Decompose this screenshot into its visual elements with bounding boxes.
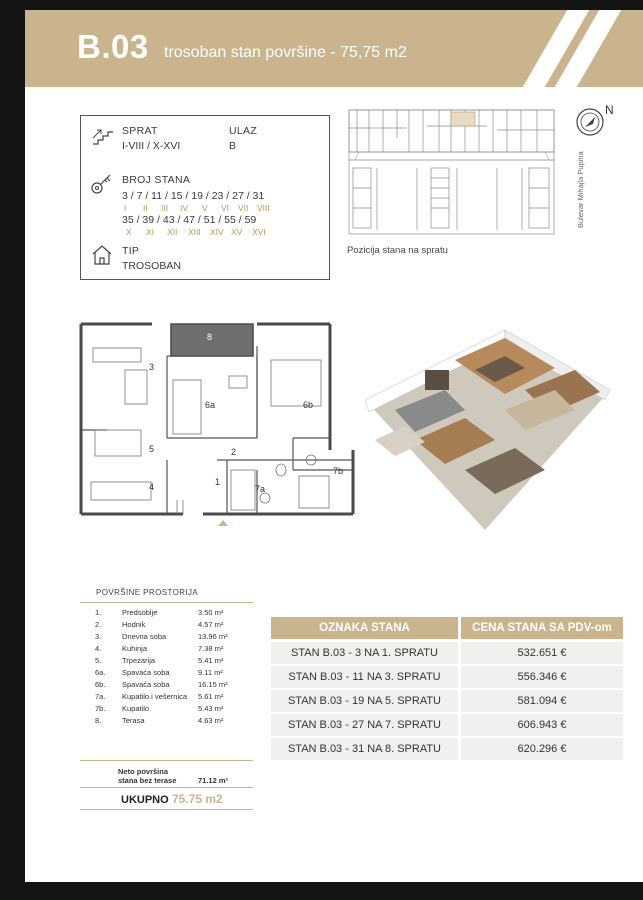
room-label: 7a <box>255 484 266 494</box>
header-bar <box>25 10 643 87</box>
area-row: 1. Predsoblje 3.50 m² <box>95 608 224 617</box>
area-row: 3. Dnevna soba 13.96 m² <box>95 632 228 641</box>
divider <box>80 809 253 810</box>
price-row-value: 556.346 € <box>461 666 623 688</box>
floor-roman: III <box>161 203 169 213</box>
house-icon <box>91 244 113 266</box>
brochure-page <box>25 10 643 882</box>
price-header-price: CENA STANA SA PDV-om <box>461 617 623 639</box>
floor-roman: XII <box>167 227 178 237</box>
floor-roman: VII <box>238 203 249 213</box>
key-icon <box>89 172 115 198</box>
neto-label: stana bez terase <box>118 776 177 785</box>
room-label: 7b <box>333 466 344 476</box>
broj-stana-label: BROJ STANA <box>122 174 191 186</box>
apartment-code: B.03 <box>77 28 149 65</box>
room-label: 2 <box>231 447 237 457</box>
price-row-value: 606.943 € <box>461 714 623 736</box>
price-row-label: STAN B.03 - 3 NA 1. SPRATU <box>271 642 458 664</box>
floor-roman: X <box>126 227 132 237</box>
floor-roman: XI <box>146 227 155 237</box>
area-row: 8. Terasa 4.63 m² <box>95 716 224 725</box>
ulaz-label: ULAZ <box>229 125 258 137</box>
room-label: 3 <box>149 362 155 372</box>
price-row-value: 620.296 € <box>461 738 623 760</box>
street-label: Bulevar Mihajla Pupina <box>576 151 585 228</box>
ulaz-value: B <box>229 140 237 152</box>
total-label: UKUPNO <box>121 794 169 806</box>
area-row: 7a. Kupatilo i vešernica 5.61 m² <box>95 692 224 701</box>
floor-roman: IV <box>180 203 189 213</box>
divider <box>80 760 253 761</box>
area-row: 6a. Spavaća soba 9.11 m² <box>95 668 223 677</box>
divider <box>80 602 253 603</box>
floor-roman: VIII <box>257 203 270 213</box>
price-row-value: 581.094 € <box>461 690 623 712</box>
room-label: 6a <box>205 400 216 410</box>
tip-value: TROSOBAN <box>122 260 181 272</box>
room-label: 5 <box>149 444 155 454</box>
floor-roman: XIII <box>188 227 201 237</box>
entrance-marker <box>218 520 228 526</box>
position-plan <box>347 108 557 238</box>
sprat-label: SPRAT <box>122 125 158 137</box>
area-row: 7b. Kupatilo 5.43 m² <box>95 704 224 713</box>
neto-label: Neto površina <box>118 767 169 776</box>
compass-north-label: N <box>605 103 614 117</box>
area-row: 4. Kuhinja 7.38 m² <box>95 644 224 653</box>
floor-roman: XV <box>231 227 243 237</box>
tip-label: TIP <box>122 245 140 257</box>
stairs-icon <box>91 128 115 146</box>
floor-roman: XVI <box>252 227 266 237</box>
position-caption: Pozicija stana na spratu <box>347 245 448 256</box>
price-row-label: STAN B.03 - 19 NA 5. SPRATU <box>271 690 458 712</box>
room-label: 1 <box>215 477 221 487</box>
floor-roman: VI <box>221 203 230 213</box>
area-row: 2. Hodnik 4.57 m² <box>95 620 224 629</box>
price-row-label: STAN B.03 - 31 NA 8. SPRATU <box>271 738 458 760</box>
render-3d <box>355 330 610 530</box>
info-box <box>80 115 330 280</box>
price-row-label: STAN B.03 - 11 NA 3. SPRATU <box>271 666 458 688</box>
price-row-label: STAN B.03 - 27 NA 7. SPRATU <box>271 714 458 736</box>
price-row-value: 532.651 € <box>461 642 623 664</box>
floor-roman: II <box>143 203 148 213</box>
divider <box>80 787 253 788</box>
floor-plan <box>77 320 355 532</box>
apartment-numbers-row2: 35 / 39 / 43 / 47 / 51 / 55 / 59 <box>122 214 257 226</box>
floor-roman: I <box>124 203 127 213</box>
apartment-highlight <box>451 112 475 126</box>
room-label: 4 <box>149 482 155 492</box>
area-row: 5. Trpezarija 5.41 m² <box>95 656 224 665</box>
apartment-subtitle: trosoban stan površine - 75,75 m2 <box>164 44 407 61</box>
room-label: 8 <box>207 332 213 342</box>
areas-title: POVRŠINE PROSTORIJA <box>96 588 199 597</box>
area-row: 6b. Spavaća soba 16.15 m² <box>95 680 228 689</box>
neto-value: 71.12 m² <box>198 776 229 785</box>
floor-roman: XIV <box>210 227 224 237</box>
sprat-value: I-VIII / X-XVI <box>122 140 181 152</box>
floor-roman: V <box>202 203 208 213</box>
room-label: 6b <box>303 400 314 410</box>
total-value: 75.75 m2 <box>172 792 223 806</box>
price-header-label: OZNAKA STANA <box>271 617 458 639</box>
compass-icon <box>573 100 623 140</box>
apartment-numbers-row1: 3 / 7 / 11 / 15 / 19 / 23 / 27 / 31 <box>122 190 265 202</box>
